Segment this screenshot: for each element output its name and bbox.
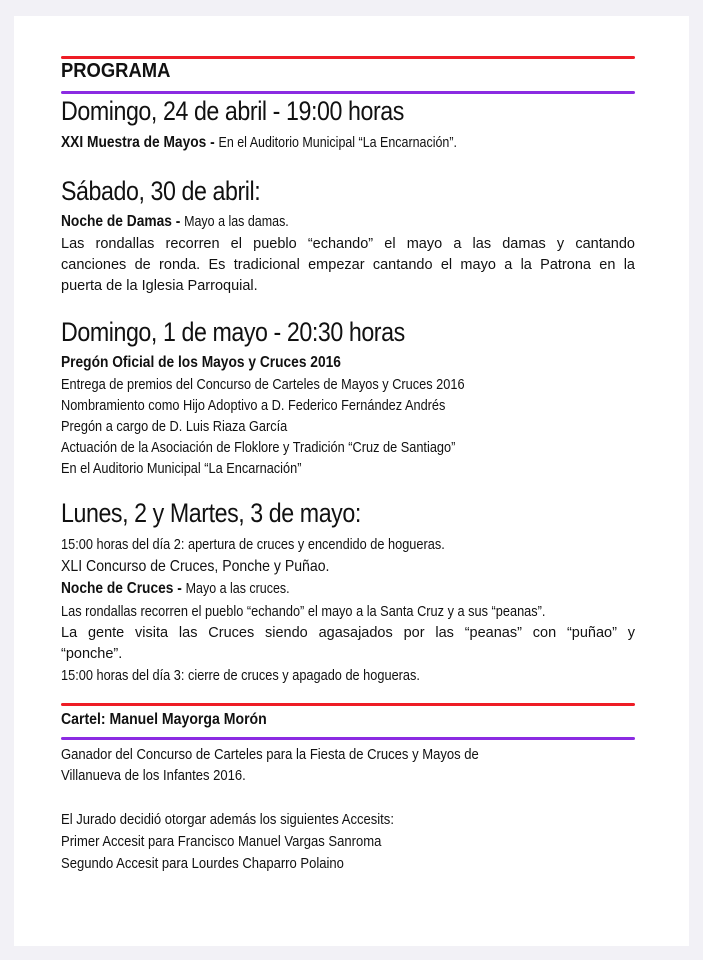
section-3-line: Nombramiento como Hijo Adoptivo a D. Federico Fernández Andrés [61,398,446,414]
cartel-line: Ganador del Concurso de Carteles para la Fiesta de Cruces y Mayos de [61,747,479,763]
top-purple-rule [61,91,635,94]
section-3-line: Entrega de premios del Concurso de Carteles de Mayos y Cruces 2016 [61,377,465,393]
section-sub-3: Pregón Oficial de los Mayos y Cruces 2016 [61,354,341,371]
section-sub-4-bold: Noche de Cruces - [61,580,186,597]
section-heading-2: Sábado, 30 de abril: [61,176,261,206]
section-2-paragraph [61,234,635,297]
page-title: PROGRAMA [61,60,171,82]
top-red-rule [61,56,635,59]
section-4-paragraph [61,623,635,665]
cartel-line: Segundo Accesit para Lourdes Chaparro Polaino [61,856,344,872]
paragraph-line: Las rondallas recorren el pueblo “echando” el mayo a las damas y cantando [61,236,635,252]
section-sub-2-bold: Noche de Damas - [61,213,185,230]
paragraph-line: “ponche”. [61,646,123,662]
page-sheet [14,16,689,946]
cartel-line: Villanueva de los Infantes 2016. [61,768,246,784]
cartel-line: El Jurado decidió otorgar además los siguientes Accesits: [61,812,394,828]
cartel-heading: Cartel: Manuel Mayorga Morón [61,711,267,728]
section-heading-1: Domingo, 24 de abril - 19:00 horas [61,96,404,126]
section-3-line: Actuación de la Asociación de Floklore y Tradición “Cruz de Santiago” [61,440,456,456]
section-sub-2 [61,213,289,231]
section-sub-4-rest: Mayo a las cruces. [185,581,290,597]
paragraph-line: canciones de ronda. Es tradicional empezar cantando el mayo a la Patrona en la [61,257,635,273]
section-4-line: 15:00 horas del día 3: cierre de cruces y apagado de hogueras. [61,668,420,684]
section-sub-2-rest: Mayo a las damas. [184,214,289,230]
section-sub-1-rest: En el Auditorio Municipal “La Encarnación”. [218,135,457,151]
cartel-line: Primer Accesit para Francisco Manuel Vargas Sanroma [61,834,382,850]
section-3-line: Pregón a cargo de D. Luis Riaza García [61,419,288,435]
section-3-line: En el Auditorio Municipal “La Encarnación” [61,461,302,477]
section-heading-3: Domingo, 1 de mayo - 20:30 horas [61,317,405,347]
section-sub-4 [61,580,290,598]
paragraph-line: La gente visita las Cruces siendo agasajados por las “peanas” con “puñao” y [61,625,635,641]
section-4-line: XLI Concurso de Cruces, Ponche y Puñao. [61,558,330,575]
section-heading-4: Lunes, 2 y Martes, 3 de mayo: [61,498,361,528]
section-4-line: Las rondallas recorren el pueblo “echando” el mayo a la Santa Cruz y a sus “peanas”. [61,604,546,620]
section-sub-1 [61,134,457,152]
section-sub-1-bold: XXI Muestra de Mayos - [61,134,219,151]
cartel-purple-rule [61,737,635,740]
cartel-red-rule [61,703,635,706]
section-4-line: 15:00 horas del día 2: apertura de cruces y encendido de hogueras. [61,537,445,553]
paragraph-line: puerta de la Iglesia Parroquial. [61,278,258,294]
